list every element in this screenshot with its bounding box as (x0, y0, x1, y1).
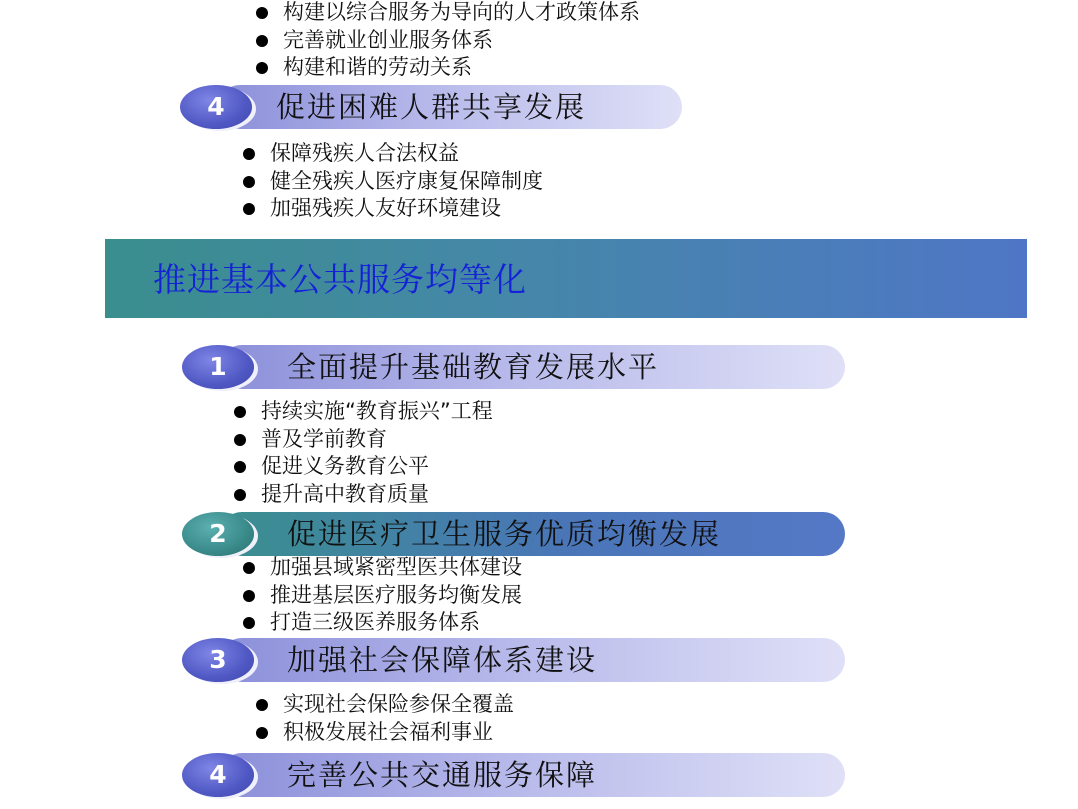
banner-title: 推进基本公共服务均等化 (153, 260, 527, 299)
chapter-banner (105, 239, 1027, 318)
prev-section-bullet-list (243, 140, 543, 223)
list-item: 构建和谐的劳动关系 (256, 54, 640, 82)
list-item: 完善就业创业服务体系 (256, 27, 640, 55)
list-item: 健全残疾人医疗康复保障制度 (243, 168, 543, 196)
list-item: 提升高中教育质量 (234, 481, 493, 509)
list-item: 积极发展社会福利事业 (256, 719, 514, 747)
section-heading-4 (182, 753, 845, 797)
list-item: 普及学前教育 (234, 426, 493, 454)
section-number-badge: 4 (180, 85, 252, 129)
list-item: 持续实施“教育振兴”工程 (234, 398, 493, 426)
section-title: 加强社会保障体系建设 (287, 643, 598, 677)
section-title: 全面提升基础教育发展水平 (287, 350, 660, 384)
list-item: 保障残疾人合法权益 (243, 140, 543, 168)
section-heading-2 (182, 512, 845, 556)
section-3-bullet-list (256, 691, 514, 746)
section-heading-prev-4 (180, 85, 682, 129)
section-2-bullet-list (243, 554, 522, 637)
section-heading-1 (182, 345, 845, 389)
section-title: 完善公共交通服务保障 (287, 758, 598, 792)
section-title: 促进医疗卫生服务优质均衡发展 (287, 517, 722, 551)
list-item: 构建以综合服务为导向的人才政策体系 (256, 0, 640, 27)
list-item: 实现社会保险参保全覆盖 (256, 691, 514, 719)
section-number-badge: 4 (182, 753, 254, 797)
list-item: 加强残疾人友好环境建设 (243, 195, 543, 223)
section-1-bullet-list (234, 398, 493, 508)
list-item: 推进基层医疗服务均衡发展 (243, 582, 522, 610)
list-item: 打造三级医养服务体系 (243, 609, 522, 637)
section-number-badge: 1 (182, 345, 254, 389)
list-item: 促进义务教育公平 (234, 453, 493, 481)
top-bullet-list (256, 0, 640, 82)
section-heading-3 (182, 638, 845, 682)
list-item: 加强县域紧密型医共体建设 (243, 554, 522, 582)
section-number-badge: 2 (182, 512, 254, 556)
section-title: 促进困难人群共享发展 (276, 90, 587, 124)
section-number-badge: 3 (182, 638, 254, 682)
